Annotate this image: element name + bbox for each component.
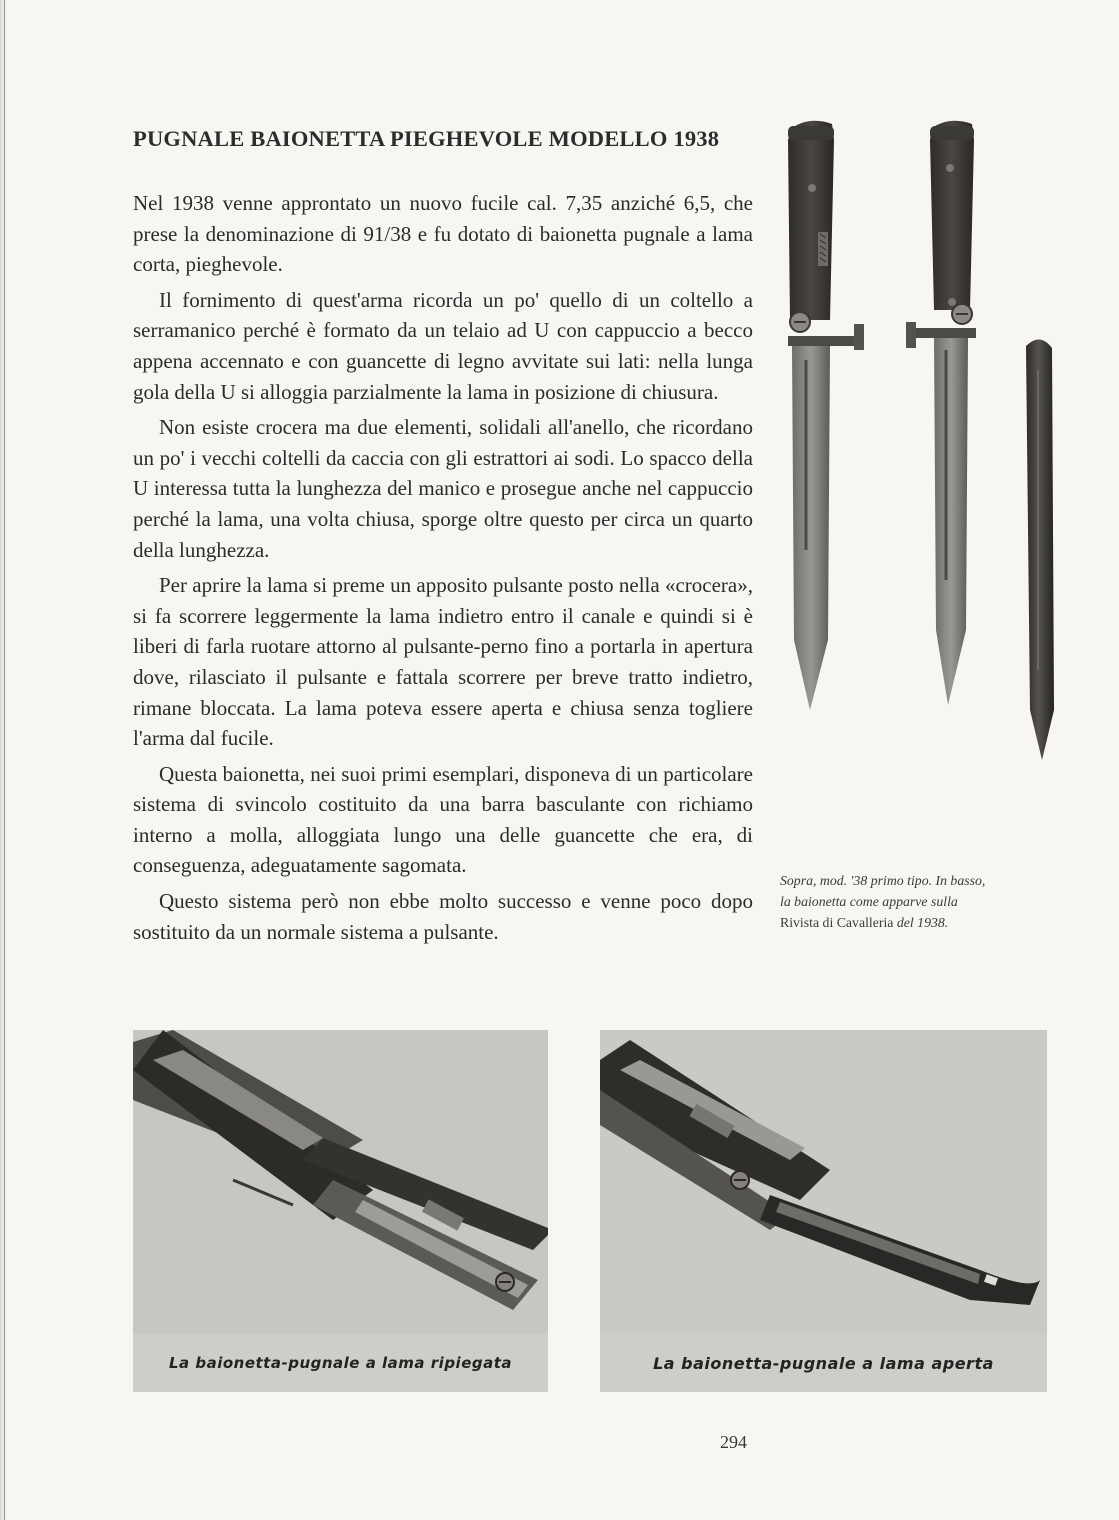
page-number: 294 — [720, 1432, 747, 1452]
open-blade-photo — [600, 1030, 1047, 1334]
scabbard — [1026, 339, 1054, 760]
paragraph-3: Non esiste crocera ma due elementi, solidali all'anello, che ricordano un po' i vecchi coltelli da caccia con gli estrattori ai sodi. Lo spacco della U interessa tutta la lunghezza del manico e prosegue anche nel cappuccio perché la lama, una volta chiusa, sporge oltre questo per circa un quarto della lunghezza. — [133, 415, 753, 562]
page-title: PUGNALE BAIONETTA PIEGHEVOLE MODELLO 1938 — [133, 126, 720, 151]
bayonet-middle — [906, 121, 976, 705]
side-caption — [780, 870, 995, 933]
figure-caption-folded: La baionetta-pugnale a lama ripiegata — [133, 1334, 548, 1392]
bayonet-left — [788, 121, 864, 710]
gutter-line — [4, 0, 5, 1520]
paragraph-2: Il fornimento di quest'arma ricorda un po' quello di un coltello a serramanico perché è formato da un telaio ad U con cappuccio a becco appena accennato e con guancette di legno avvitate sui lati: nella lunga gola della U si alloggia parzialmente la lama in posizione di chiusura. — [133, 287, 753, 404]
figure-caption-open: La baionetta-pugnale a lama aperta — [600, 1334, 1047, 1392]
bayonets-photo — [770, 110, 1100, 770]
figure-open-blade — [600, 1030, 1047, 1392]
side-caption-part-1: Sopra, mod. '38 primo tipo. In basso, la baionetta come apparve sulla — [780, 873, 986, 909]
paragraph-1: Nel 1938 venne approntato un nuovo fucile cal. 7,35 anziché 6,5, che prese la denominazione di 91/38 e fu dotato di baionetta pugnale a lama corta, pieghevole. — [133, 191, 753, 277]
side-caption-part-2: Rivista di Cavalleria — [780, 915, 894, 930]
paragraph-6: Questo sistema però non ebbe molto successo e venne poco dopo sostituito da un normale sistema a pulsante. — [133, 889, 753, 944]
paragraph-5: Questa baionetta, nei suoi primi esemplari, disponeva di un particolare sistema di svincolo costituito da una barra basculante con richiamo interno a molla, alloggiata lungo una delle guancette che era, di conseguenza, adeguatamente sagomata. — [133, 761, 753, 878]
folded-blade-photo — [133, 1030, 548, 1334]
article-body — [133, 188, 753, 947]
side-caption-part-3: del 1938. — [896, 915, 949, 930]
paragraph-4: Per aprire la lama si preme un apposito pulsante posto nella «crocera», si fa scorrere leggermente la lama indietro entro il canale e quindi si è liberi di farla ruotare attorno al pulsante-perno fino a portarla in apertura dove, rilasciato il pulsante e fattala scorrere per breve tratto indietro, rimane bloccata. La lama poteva essere aperta e chiusa senza togliere l'arma dal fucile. — [133, 573, 753, 751]
figure-folded-blade — [133, 1030, 548, 1392]
